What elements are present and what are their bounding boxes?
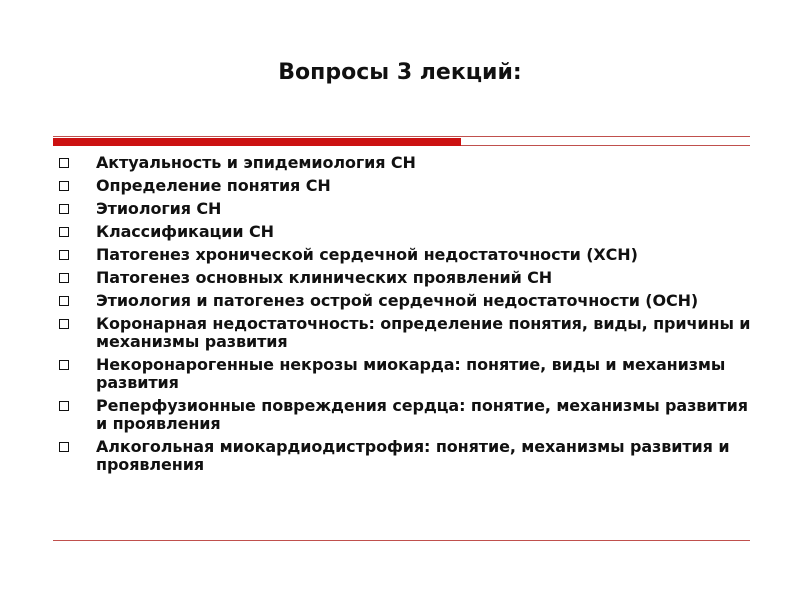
list-item-text: Этиология СН [96, 199, 222, 218]
list-item-text: Актуальность и эпидемиология СН [96, 153, 416, 172]
list-item [55, 269, 755, 287]
square-bullet-icon [59, 296, 69, 306]
square-bullet-icon [59, 204, 69, 214]
square-bullet-icon [59, 181, 69, 191]
slide-title: Вопросы 3 лекций: [278, 60, 522, 85]
list-item [55, 292, 755, 310]
list-item-text: Определение понятия СН [96, 176, 331, 195]
list-item-text: Некоронарогенные некрозы миокарда: понятие, виды и механизмы развития [96, 355, 726, 392]
list-item-text: Патогенез основных клинических проявлений СН [96, 268, 553, 287]
list-item [55, 154, 755, 172]
top-divider-accent [53, 138, 461, 146]
list-item-text: Реперфузионные повреждения сердца: понятие, механизмы развития и проявления [96, 396, 748, 433]
list-item-text: Коронарная недостаточность: определение понятия, виды, причины и механизмы развития [96, 314, 751, 351]
square-bullet-icon [59, 360, 69, 370]
square-bullet-icon [59, 401, 69, 411]
square-bullet-icon [59, 227, 69, 237]
list-item-text: Алкогольная миокардиодистрофия: понятие, механизмы развития и проявления [96, 437, 730, 474]
list-item [55, 356, 755, 392]
topic-list [55, 154, 755, 479]
list-item-text: Патогенез хронической сердечной недостаточности (ХСН) [96, 245, 638, 264]
square-bullet-icon [59, 273, 69, 283]
list-item [55, 397, 755, 433]
list-item [55, 246, 755, 264]
square-bullet-icon [59, 319, 69, 329]
list-item [55, 315, 755, 351]
list-item [55, 200, 755, 218]
square-bullet-icon [59, 158, 69, 168]
list-item [55, 177, 755, 195]
square-bullet-icon [59, 250, 69, 260]
square-bullet-icon [59, 442, 69, 452]
list-item-text: Этиология и патогенез острой сердечной недостаточности (ОСН) [96, 291, 699, 310]
list-item [55, 438, 755, 474]
list-item-text: Классификации СН [96, 222, 274, 241]
top-divider-thin-lower [461, 145, 750, 146]
list-item [55, 223, 755, 241]
top-divider-thin [53, 136, 750, 137]
bottom-divider [53, 540, 750, 541]
